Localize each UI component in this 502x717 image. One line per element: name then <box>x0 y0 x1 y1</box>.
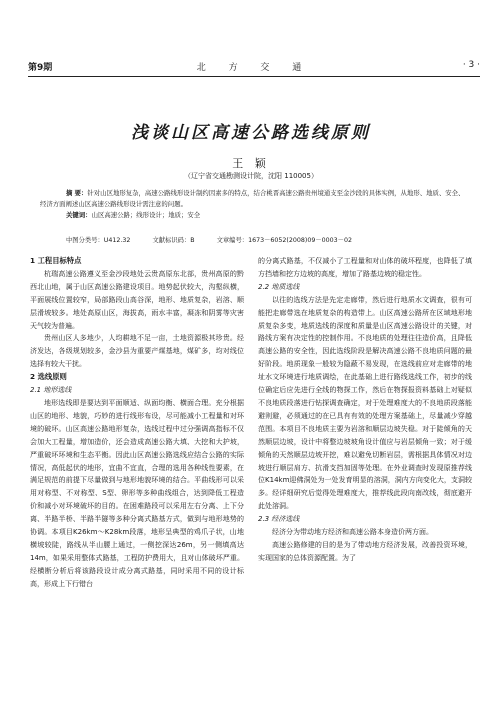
header-divider <box>28 76 480 77</box>
section-1-heading: 1 工程目标特点 <box>30 256 82 265</box>
classification-line <box>66 235 472 244</box>
abstract-text: 针对山区地形复杂，高速公路线形设计制约因素多的特点，结合桃晋高速公路贵州境通支至金沙段的具体实例，从地形、地质、安全、经济方面阐述山区高速公路线形设计需注意的问题。 <box>40 189 465 208</box>
document-code: 文献标识码：B <box>152 237 195 244</box>
keywords-label: 关键词： <box>66 211 92 219</box>
abstract-label: 摘 要： <box>66 189 88 197</box>
section-2-1-paragraph: 地形选线即是要达到平面顺适、纵面均衡、横面合理。充分根据山区的地形、地貌，巧妙的进行线形布设，尽可能减小工程量和对环境的破坏。山区高速公路地形复杂，选线过程中过分强调高指标不仅会加大工程量，增加造价，还会造成高速公路大填、大挖和大护坡，严重破坏环境和生态平衡。因此山区高速公路选线应结合公路的实际情况，高低起伏的地形，宜曲不宜直，合理的选用各种线性要素，在满足规范的前提下尽量做到与地形地貌环境的结合。平曲线形可以采用对称型、不对称型、S型、卵形等多种曲线组合，达到降低工程造价和减小对环境破坏的目的。在困难路段可以采用左右分离、上下分离、半路半桥、半路半隧等多种分离式路基方式，做到与地形地势的协调。本项目K26km～K28km段落，地形呈典型的鸡爪子状，山地横坡较陡，路线从半山腰上通过，一侧挖深达26m，另一侧填高达14m，如果采用整体式路基，工程防护费用大，且对山体破坏严重。经横断分析后将该路段设计成分离式路基，同时采用不同的设计标高，形成上下行错台 <box>30 398 244 588</box>
author-affiliation: （辽宁省交通勘测设计院，沈阳 110005） <box>184 172 318 180</box>
section-2-2-heading: 2.2 地质选线 <box>258 282 300 291</box>
section-1-paragraph-2: 贵州山区人多地少，人均耕地不足一亩，土地资源极其珍贵。经济发达，各级规划较多，金沙县为重要产煤基地，煤矿多，均对线位选择有较大干扰。 <box>30 334 244 369</box>
keywords-paragraph <box>40 210 470 221</box>
article-title: 浅谈山区高速公路选线原则 <box>131 123 371 143</box>
running-header <box>28 60 480 74</box>
page-number: · 3 · <box>462 60 480 70</box>
journal-name: 北 方 交 通 <box>196 63 312 73</box>
left-column <box>30 255 244 591</box>
keywords-text: 山区高速公路；线形设计；地质；安全 <box>91 211 201 219</box>
article-number: 文章编号：1673－6052(2008)09－0003－02 <box>216 237 352 244</box>
section-2-3-heading: 2.3 经济选线 <box>258 515 300 524</box>
section-2-2-paragraph: 以往的选线方法是先定走廊带，然后进行地质水文调查，很有可能把走廊带选在地质复杂的构造带上。山区高速公路所在区域地形地质复杂多变，地质选线的深度和质量是山区高速公路设计的关键，对路线方案有决定性的控制作用。不良地质的处理往往造价高，且降低高速公路的安全性，因此选线阶段是解决高速公路不良地质问题的最好阶段。地质现象一般较为隐蔽不易发现，在选线前应对走廊带的地址水文环境进行地质调绘，在此基础上进行路线选线工作，初步的线位确定后应先进行全线的物探工作，然后在物探报资料基础上对疑似不良地质段落进行钻探调查确定，对于处理难度大的不良地质段落能避则避，必须通过的在已具有有效的处理方案基础上，尽量减少穿越范围。本项目不良地质主要为岩溶和顺层边坡失稳。对于陡倾角的天然顺层边坡，设计中将整边坡坡角设计值应与岩层倾角一致；对于缓倾角的天然顺层边坡开挖，难以避免切断岩层，需根据具体情况对边坡进行顺层肩方、抗滑支挡加固等处理。在外业调查时发现原推荐线位K14km迎佛洞处为一处发育明显的溶洞，洞内方向变化大，支洞较多。经详细研究后觉得处理难度大，推荐线此段向南改线，彻底避开此处溶洞。 <box>258 295 472 511</box>
author-name: 王 颖 <box>232 157 270 170</box>
section-2-heading: 2 选线原则 <box>30 372 67 382</box>
section-2-3-paragraph-2: 高速公路修建的目的是为了带动地方经济发展，改善投资环境，实现国家的总体资源配置。为了 <box>258 540 472 562</box>
abstract-block <box>40 188 470 221</box>
issue-number: 第9期 <box>28 63 53 73</box>
abstract-paragraph <box>40 188 470 210</box>
section-1-paragraph-1: 杭瑞高速公路遵义至金沙段地处云贵高原东北部，贵州高原的黔西北山地，属于山区高速公路建设项目。地势起伏较大，沟壑纵横，平面展线位置较窄，局部路段山高谷深，地形、地质复杂，岩溶、顺层滑坡较多。地处高原山区，海拔高，雨水丰富，凝冻和阴雾等灾害天气较为普遍。 <box>30 269 244 330</box>
clc-number: 中图分类号：U412.32 <box>66 237 131 244</box>
section-2-3-paragraph-1: 经济分为带动地方经济和高速公路本身造价两方面。 <box>272 528 433 537</box>
section-2-1-heading: 2.1 地形选线 <box>30 386 72 395</box>
continued-paragraph: 的分离式路基，不仅减小了工程量和对山体的破坏程度，也降低了填方挡墙和挖方边坡的高度，增加了路基边坡的稳定性。 <box>258 257 472 278</box>
right-column <box>258 255 472 565</box>
